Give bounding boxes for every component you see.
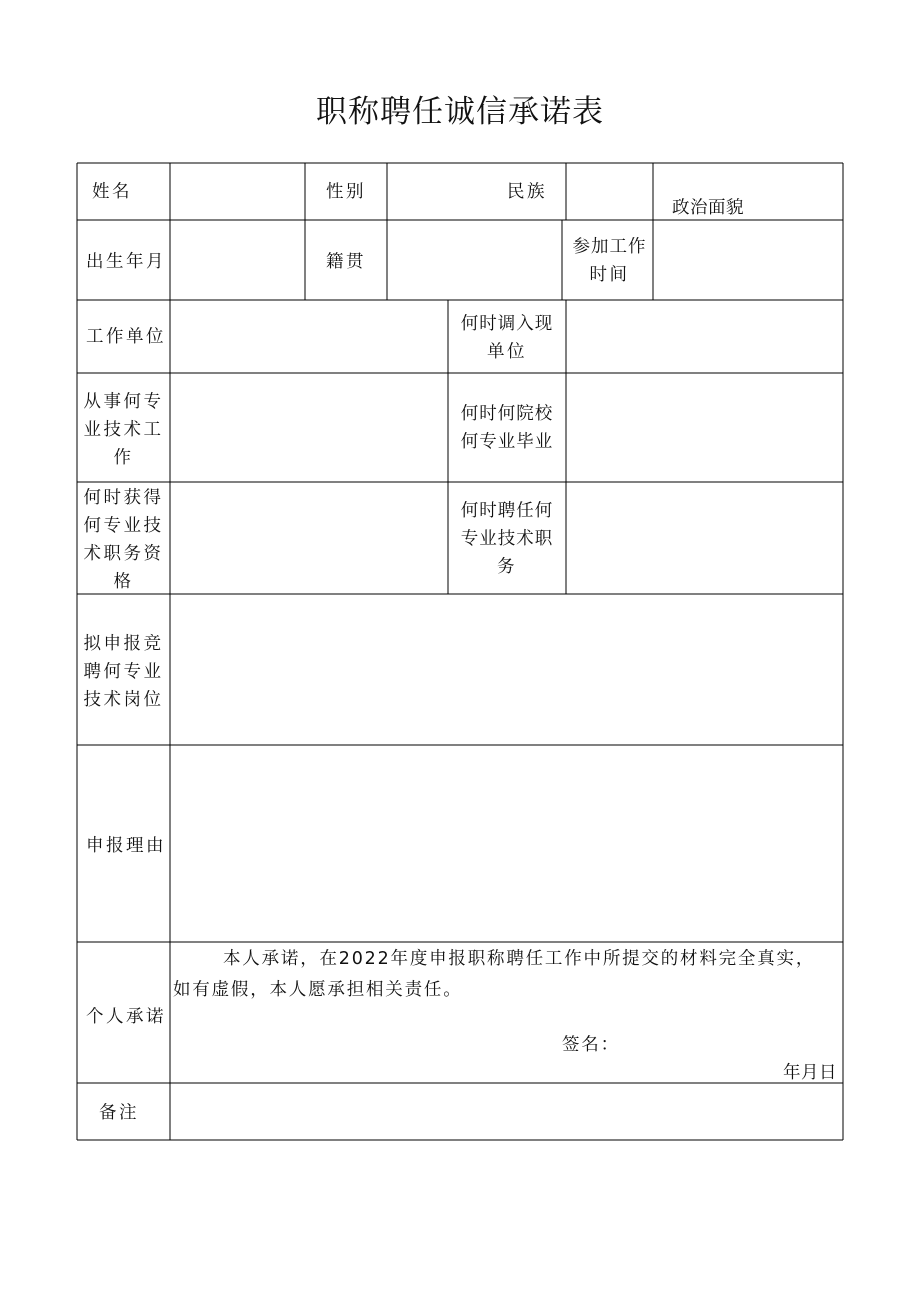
date-label: 年月日 xyxy=(783,1063,837,1083)
qualification-label-1: 何时获得 xyxy=(83,488,164,508)
graduation-label-1: 何时何院校 xyxy=(460,404,554,424)
gender-label: 性别 xyxy=(326,182,366,202)
transfer-time-label-1: 何时调入现 xyxy=(460,314,554,334)
profession-label-1: 从事何专 xyxy=(83,392,164,412)
political-status-label: 政治面貌 xyxy=(672,198,744,218)
appointment-label-3: 务 xyxy=(497,557,517,577)
ethnicity-label: 民族 xyxy=(507,182,547,202)
transfer-time-label-2: 单位 xyxy=(487,342,527,362)
graduation-label-2: 何专业毕业 xyxy=(460,432,554,452)
signature-label: 签名： xyxy=(562,1035,620,1055)
promise-text-line2: 如有虚假，本人愿承担相关责任。 xyxy=(173,980,463,1000)
work-start-label-2: 时间 xyxy=(589,265,630,285)
qualification-label-4: 格 xyxy=(113,572,134,592)
birth-label: 出生年月 xyxy=(86,252,166,272)
apply-post-label-3: 技术岗位 xyxy=(83,690,164,710)
reason-label: 申报理由 xyxy=(86,836,166,856)
page-title: 职称聘任诚信承诺表 xyxy=(316,94,604,130)
appointment-label-2: 专业技术职 xyxy=(460,529,554,549)
qualification-label-2: 何专业技 xyxy=(83,516,164,536)
apply-post-label-1: 拟申报竞 xyxy=(83,634,164,654)
work-unit-label: 工作单位 xyxy=(86,327,166,347)
profession-label-2: 业技术工 xyxy=(83,420,164,440)
work-start-label-1: 参加工作 xyxy=(572,237,647,257)
qualification-label-3: 术职务资 xyxy=(83,544,164,564)
name-label: 姓名 xyxy=(92,182,132,202)
appointment-label-1: 何时聘任何 xyxy=(460,501,554,521)
promise-label: 个人承诺 xyxy=(86,1007,166,1027)
remark-label: 备注 xyxy=(99,1103,139,1123)
profession-label-3: 作 xyxy=(113,448,134,468)
promise-text-line1: 本人承诺，在2022年度申报职称聘任工作中所提交的材料完全真实， xyxy=(223,949,816,969)
apply-post-label-2: 聘何专业 xyxy=(83,662,164,682)
native-place-label: 籍贯 xyxy=(326,252,366,272)
